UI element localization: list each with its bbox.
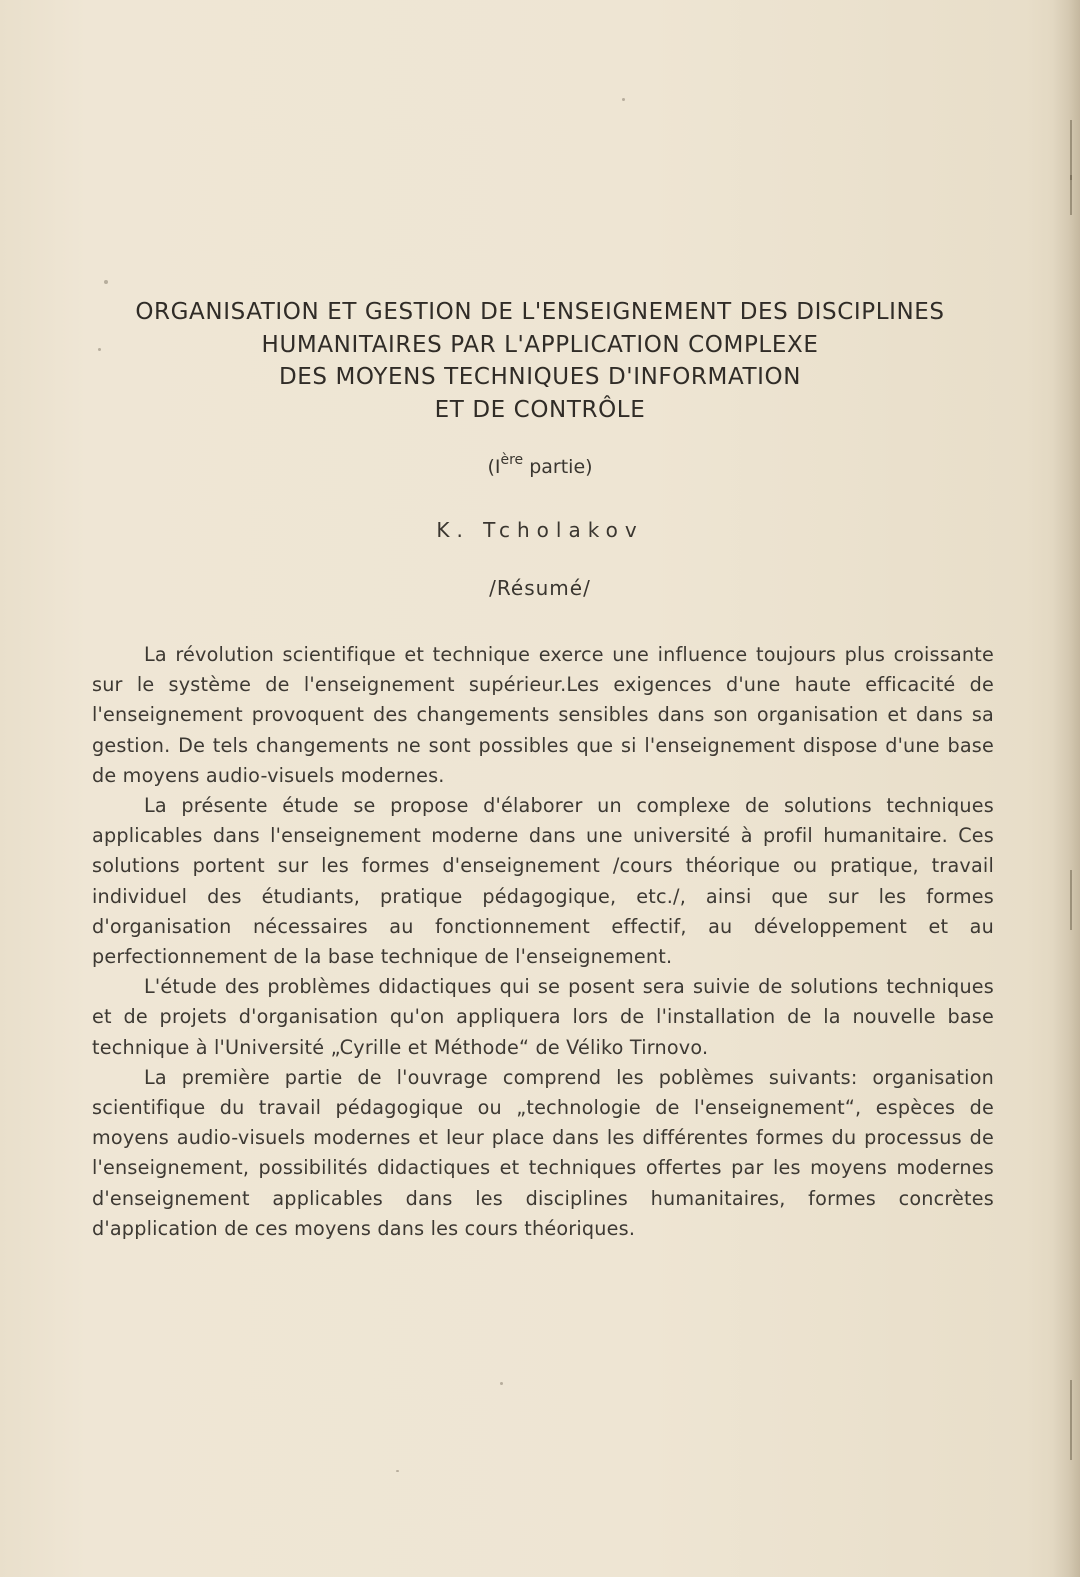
- author-name: K. Tcholakov: [436, 518, 644, 542]
- paper-speck: [396, 1470, 399, 1472]
- title-line: ET DE CONTRÔLE: [434, 396, 646, 423]
- title-line: HUMANITAIRES PAR L'APPLICATION COMPLEXE: [261, 331, 819, 358]
- paper-speck: [622, 98, 625, 101]
- part-superscript: ère: [500, 452, 524, 468]
- page-edge-mark: [1070, 120, 1072, 180]
- page-edge-mark: [1070, 870, 1072, 930]
- resume-body: [92, 640, 994, 1244]
- part-open: (I: [487, 456, 501, 478]
- page-edge-mark: [1070, 175, 1072, 215]
- document-title: [80, 296, 1000, 426]
- paragraph: La première partie de l'ouvrage comprend les poblèmes suivants: organisation scientifique du travail pédagogique ou „technologie de l'enseignement“, espèces de moyens audio-visuels modernes et leur place dans les différentes formes du processus de l'enseignement, possibilités didactiques et techniques offertes par les moyens modernes d'enseignement applicables dans les disciplines humanitaires, formes concrètes d'application de ces moyens dans les cours théoriques.: [92, 1065, 994, 1240]
- paragraph: L'étude des problèmes didactiques qui se posent sera suivie de solutions techniques et de projets d'organisation qu'on appliquera lors de l'installation de la nouvelle base technique à l'Université „Cyrille et Méthode“ de Véliko Tirnovo.: [92, 975, 994, 1059]
- title-line: DES MOYENS TECHNIQUES D'INFORMATION: [278, 364, 802, 390]
- part-label: [80, 452, 1000, 478]
- paper-speck: [500, 1382, 503, 1385]
- page-edge-shadow: [1052, 0, 1080, 1577]
- paper-speck: [104, 280, 108, 284]
- title-line: ORGANISATION ET GESTION DE L'ENSEIGNEMENT DES DISCIPLINES: [135, 299, 945, 325]
- paragraph: La présente étude se propose d'élaborer un complexe de solutions techniques applicables dans l'enseignement moderne dans une université à profil humanitaire. Ces solutions portent sur les formes d'enseignement /cours théorique ou pratique, travail individuel des étudiants, pratique pédagogique, etc./, ainsi que sur les formes d'organisation nécessaires au fonctionnement effectif, au développement et au perfectionnement de la base technique de l'enseignement.: [92, 794, 994, 969]
- resume-heading: /Résumé/: [489, 576, 591, 600]
- part-rest: partie): [523, 456, 593, 478]
- page-edge-mark: [1070, 1380, 1072, 1460]
- paragraph: La révolution scientifique et technique exerce une influence toujours plus croissante sur le système de l'enseignement supérieur.Les exigences d'une haute efficacité de l'enseignement provoquent des changements sensibles dans son organisation et dans sa gestion. De tels changements ne sont possibles que si l'enseignement dispose d'une base de moyens audio-visuels modernes.: [92, 643, 994, 787]
